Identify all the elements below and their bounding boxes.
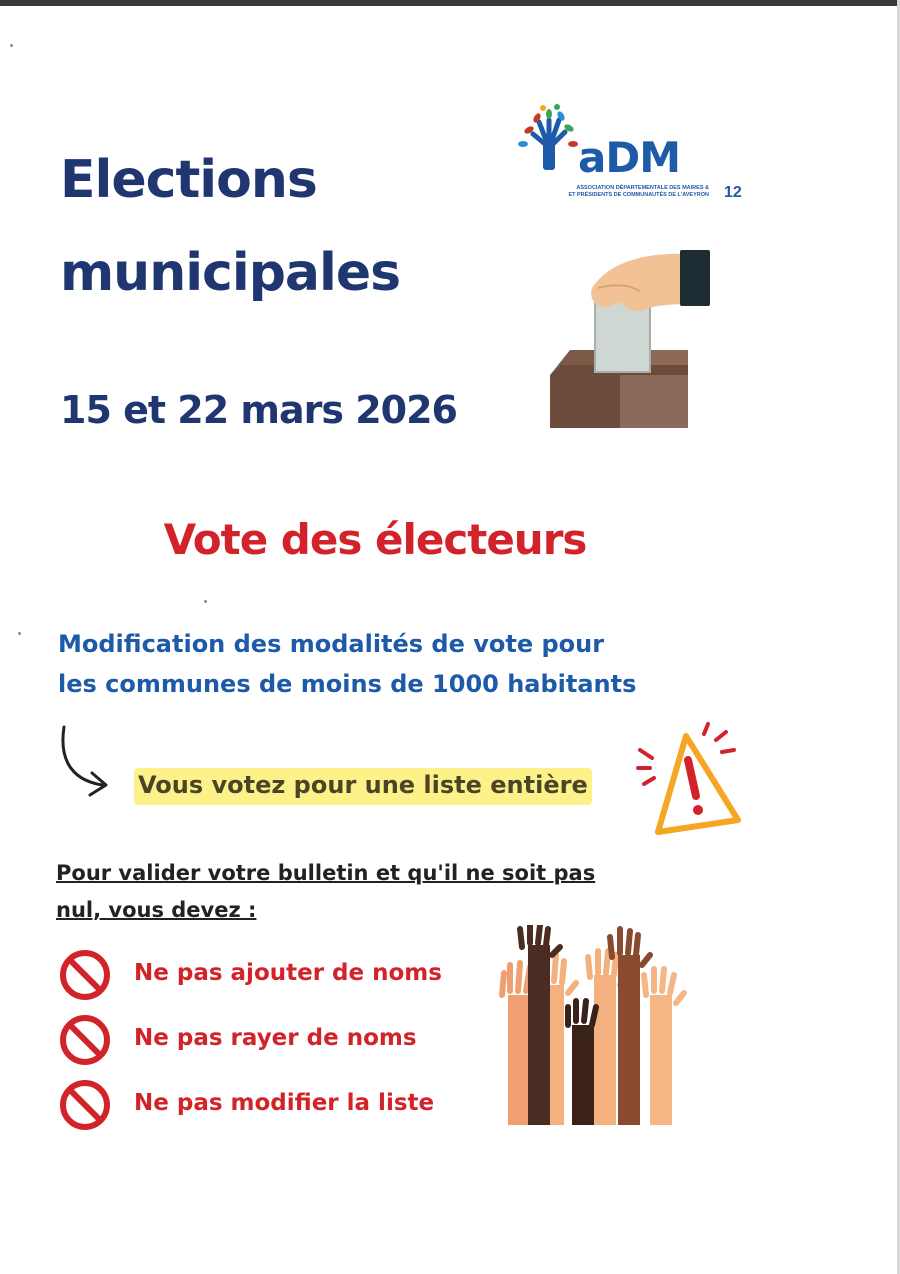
- election-dates: 15 et 22 mars 2026: [60, 388, 457, 432]
- rule-text: Ne pas ajouter de noms: [134, 960, 442, 986]
- scan-speck: [10, 44, 13, 47]
- warning-icon: [630, 720, 750, 840]
- curved-arrow-icon: [58, 723, 118, 803]
- prohibited-icon: [58, 948, 112, 1002]
- page-title-line2: municipales: [60, 243, 401, 303]
- prohibited-icon: [58, 1078, 112, 1132]
- tree-hand-icon: [515, 104, 581, 184]
- logo-subtitle: [494, 185, 709, 199]
- instructions-heading: Pour valider votre bulletin et qu'il ne soit pas nul, vous devez :: [56, 861, 596, 922]
- logo-wordmark: aDM: [578, 133, 680, 182]
- rule-text: Ne pas modifier la liste: [134, 1090, 435, 1116]
- ballot-box-icon: [540, 240, 730, 435]
- modification-text-line1: Modification des modalités de vote pour: [58, 630, 605, 658]
- logo-subtitle-line2: ET PRÉSIDENTS DE COMMUNAUTÉS DE L'AVEYRON: [568, 192, 709, 198]
- logo-subtitle-line1: ASSOCIATION DÉPARTEMENTALE DES MAIRES &: [576, 185, 709, 191]
- section-heading: Vote des électeurs: [163, 515, 587, 564]
- page-title-line1: Elections: [60, 150, 317, 210]
- rule-text: Ne pas rayer de noms: [134, 1025, 417, 1051]
- scan-speck: [18, 632, 21, 635]
- page-top-edge: [0, 0, 900, 6]
- prohibited-icon: [58, 1013, 112, 1067]
- raised-hands-icon: [498, 925, 688, 1130]
- modification-text-line2: les communes de moins de 1000 habitants: [58, 670, 637, 698]
- highlighted-notice: Vous votez pour une liste entière: [134, 768, 592, 805]
- adm-logo: [490, 100, 760, 210]
- scan-speck: [204, 600, 207, 603]
- logo-department-number: 12: [724, 184, 742, 201]
